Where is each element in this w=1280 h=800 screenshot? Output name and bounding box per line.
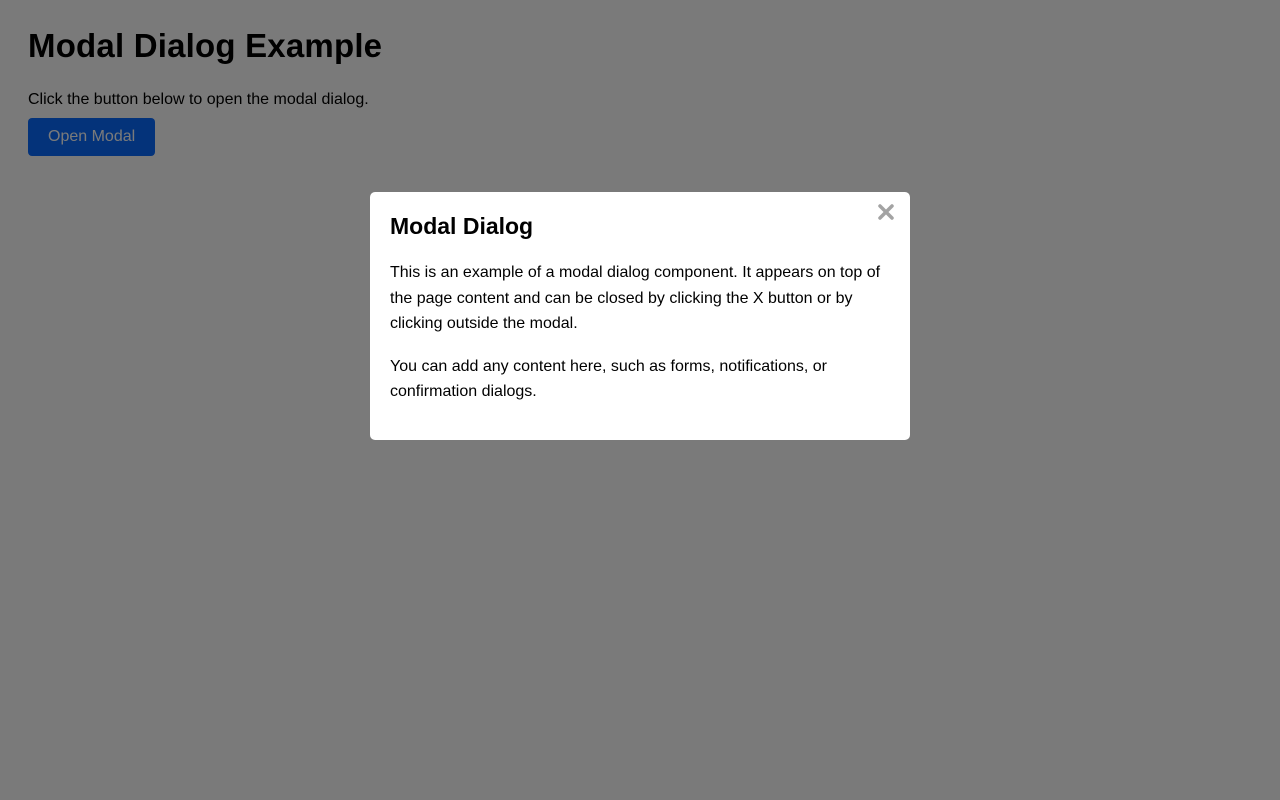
modal-paragraph: You can add any content here, such as forms, notifications, or confirmation dialogs. — [390, 357, 827, 400]
close-icon[interactable] — [876, 202, 896, 222]
modal-paragraph: This is an example of a modal dialog component. It appears on top of the page content and can be closed by clicking the X button or by clicking outside the modal. — [390, 264, 881, 332]
modal-dialog — [370, 192, 910, 440]
modal-title: Modal Dialog — [390, 213, 534, 239]
